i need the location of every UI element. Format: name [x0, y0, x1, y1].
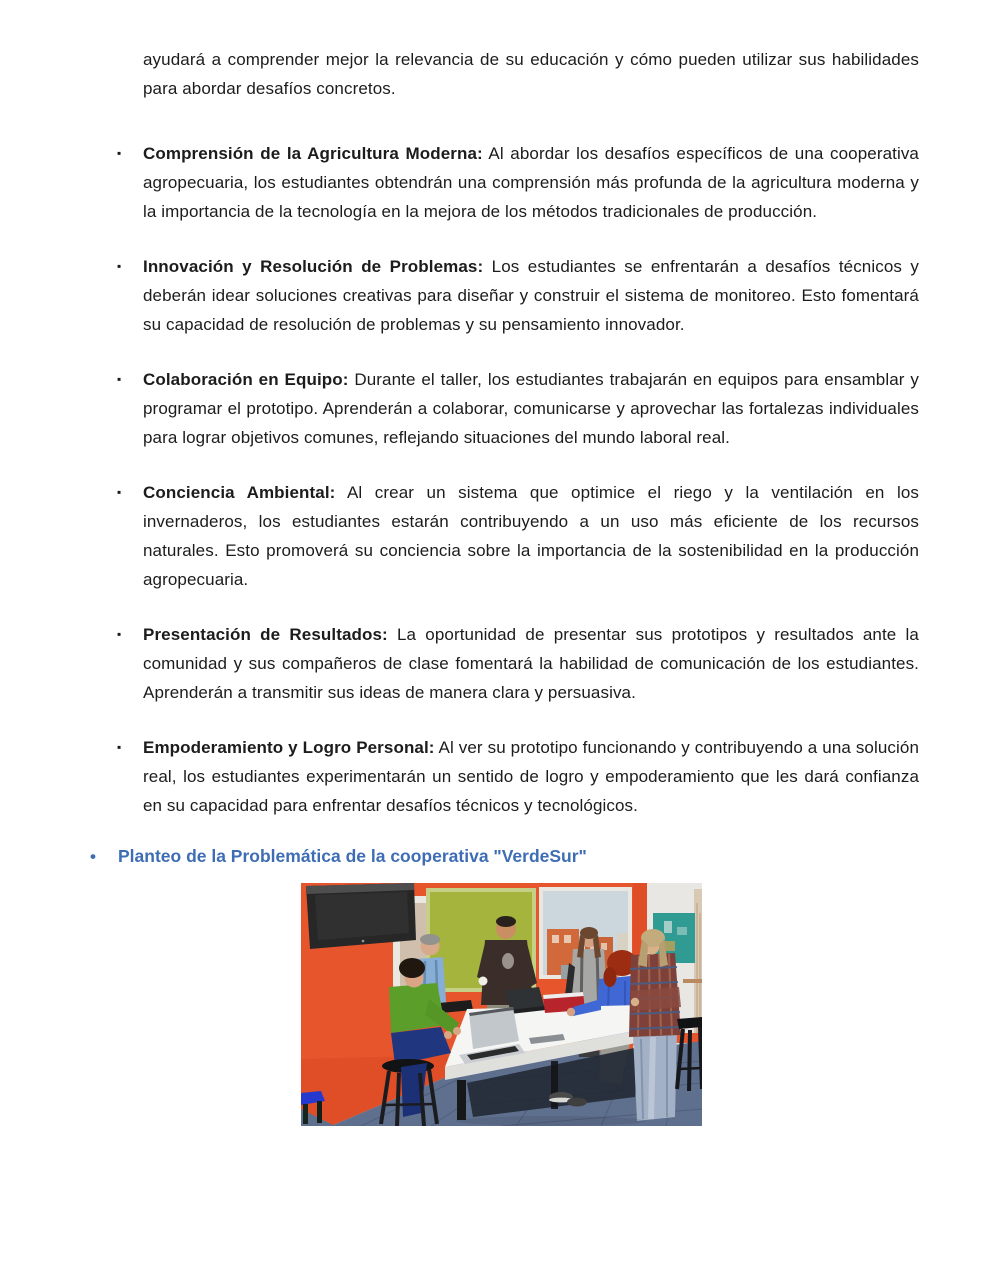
- list-item: [117, 252, 920, 339]
- shadow: [456, 1116, 646, 1126]
- classroom-scene-figure: [301, 883, 702, 1126]
- square-bullet-icon: ▪: [117, 259, 122, 273]
- list-item: [117, 733, 920, 820]
- list-item-text: Innovación y Resolución de Problemas: Los estudiantes se enfrentarán a desafíos técnicos y deberán idear soluciones creativas para diseñar y construir el sistema de monitoreo. Esto fomentará su capacidad de resolución de problemas y su pensamiento innovador.: [143, 257, 920, 334]
- classroom-scene-image: [301, 883, 702, 1126]
- intro-paragraph: ayudará a comprender mejor la relevancia de su educación y cómo pueden utilizar sus habilidades para abordar desafíos concretos.: [143, 50, 919, 98]
- list-item-text: Presentación de Resultados: La oportunidad de presentar sus prototipos y resultados ante la comunidad y sus compañeros de clase fomentará la habilidad de comunicación de los estudiantes. Aprenderán a transmitir sus ideas de manera clara y persuasiva.: [143, 625, 919, 702]
- list-item: [117, 139, 919, 226]
- section-heading: [90, 842, 919, 871]
- benefits-list: [117, 139, 920, 820]
- list-item-text: Colaboración en Equipo: Durante el taller, los estudiantes trabajarán en equipos para ensamblar y programar el prototipo. Aprenderán a colaborar, comunicarse y aprovechar las fortalezas individuales para lograr objetivos comunes, reflejando situaciones del mundo laboral real.: [143, 370, 919, 447]
- square-bullet-icon: ▪: [117, 485, 122, 499]
- square-bullet-icon: ▪: [117, 627, 122, 641]
- list-item-text: Empoderamiento y Logro Personal: Al ver su prototipo funcionando y contribuyendo a una solución real, los estudiantes experimentarán un sentido de logro y empoderamiento que les dará confianza en su capacidad para enfrentar desafíos técnicos y tecnológicos.: [143, 738, 920, 815]
- list-item-text: Comprensión de la Agricultura Moderna: Al abordar los desafíos específicos de una cooperativa agropecuaria, los estudiantes obtendrán una comprensión más profunda de la agricultura moderna y la importancia de la tecnología en la mejora de los métodos tradicionales de producción.: [143, 144, 919, 221]
- document-content: [90, 45, 920, 1126]
- list-item-text: Conciencia Ambiental: Al crear un sistema que optimice el riego y la ventilación en los invernaderos, los estudiantes estarán contribuyendo a un uso más eficiente de los recursos naturales. Esto promoverá su conciencia sobre la importancia de la sostenibilidad en la producción agropecuaria.: [143, 483, 919, 589]
- list-item: [117, 620, 919, 707]
- section-heading-label: Planteo de la Problemática de la cooperativa "VerdeSur": [118, 846, 587, 866]
- square-bullet-icon: ▪: [117, 372, 122, 386]
- round-bullet-icon: •: [90, 847, 96, 866]
- square-bullet-icon: ▪: [117, 740, 122, 754]
- list-item: [117, 478, 919, 594]
- person-plaid-standing: [629, 929, 681, 1121]
- square-bullet-icon: ▪: [117, 146, 122, 160]
- tv-screen: [306, 883, 416, 949]
- list-item: [117, 365, 919, 452]
